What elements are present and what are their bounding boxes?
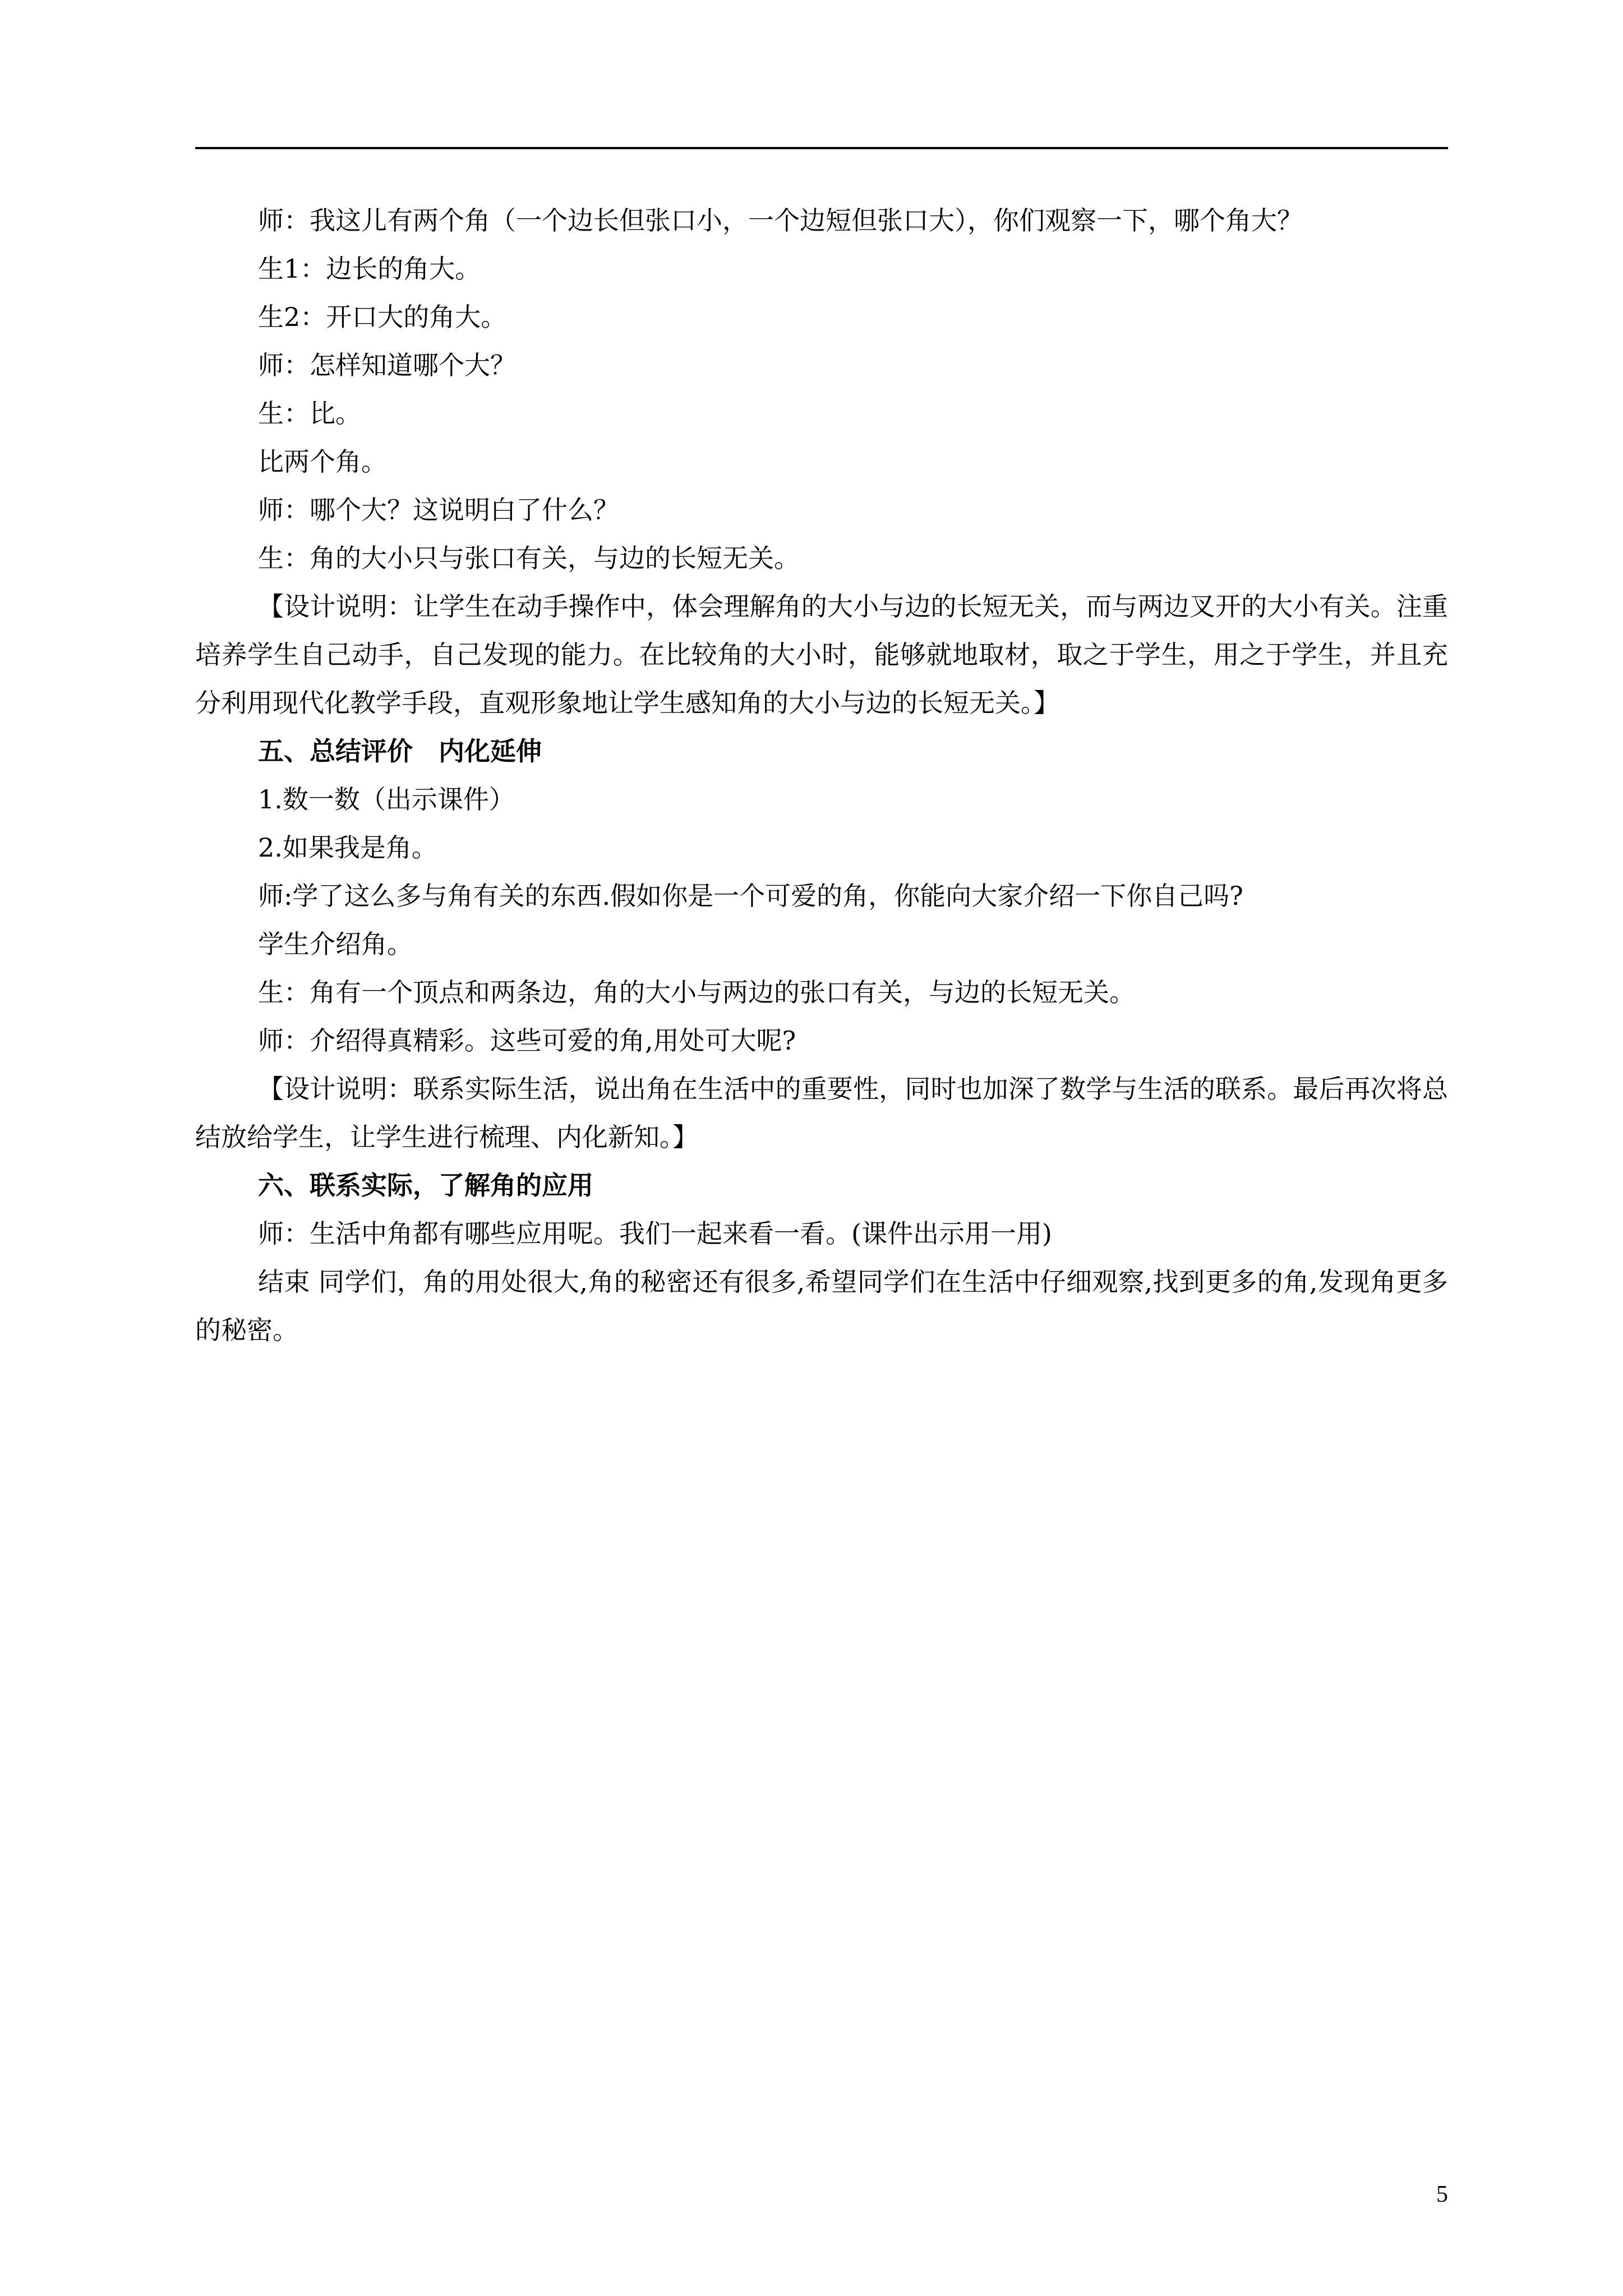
paragraph: 师:学了这么多与角有关的东西.假如你是一个可爱的角，你能向大家介绍一下你自己吗? [258, 881, 1243, 911]
header-rule [195, 147, 1448, 149]
section-heading: 六、联系实际，了解角的应用 [258, 1170, 593, 1200]
paragraph: 生2：开口大的角大。 [258, 302, 507, 332]
paragraph: 师：哪个大？这说明白了什么？ [258, 495, 619, 525]
paragraph: 2.如果我是角。 [258, 832, 437, 863]
paragraph: 生：角有一个顶点和两条边，角的大小与两边的张口有关，与边的长短无关。 [258, 977, 1135, 1007]
paragraph: 师：生活中角都有哪些应用呢。我们一起来看一看。(课件出示用一用) [258, 1218, 1052, 1249]
design-note: 【设计说明：联系实际生活，说出角在生活中的重要性，同时也加深了数学与生活的联系。最后再次将总结放给学生，让学生进行梳理、内化新知。】 [195, 1074, 1448, 1152]
paragraph: 学生介绍角。 [258, 929, 413, 959]
paragraph: 生：角的大小只与张口有关，与边的长短无关。 [258, 543, 800, 573]
paragraph: 师：怎样知道哪个大？ [258, 350, 516, 380]
paragraph: 生：比。 [258, 398, 361, 429]
document-body [195, 196, 1448, 1354]
paragraph: 结束 同学们，角的用处很大,角的秘密还有很多,希望同学们在生活中仔细观察,找到更多的角,发现角更多的秘密。 [195, 1267, 1448, 1345]
design-note: 【设计说明：让学生在动手操作中，体会理解角的大小与边的长短无关，而与两边叉开的大小有关。注重培养学生自己动手，自己发现的能力。在比较角的大小时，能够就地取材，取之于学生，用之于学生，并且充分利用现代化教学手段，直观形象地让学生感知角的大小与边的长短无关。】 [195, 591, 1448, 718]
paragraph: 师：介绍得真精彩。这些可爱的角,用处可大呢? [258, 1025, 796, 1056]
page-number: 5 [1436, 2182, 1448, 2207]
paragraph: 师：我这儿有两个角（一个边长但张口小，一个边短但张口大），你们观察一下，哪个角大？ [258, 205, 1303, 236]
paragraph: 生1：边长的角大。 [258, 254, 481, 284]
paragraph: 1.数一数（出示课件） [258, 784, 515, 815]
paragraph: 比两个角。 [258, 447, 387, 477]
section-heading: 五、总结评价 内化延伸 [258, 736, 542, 766]
